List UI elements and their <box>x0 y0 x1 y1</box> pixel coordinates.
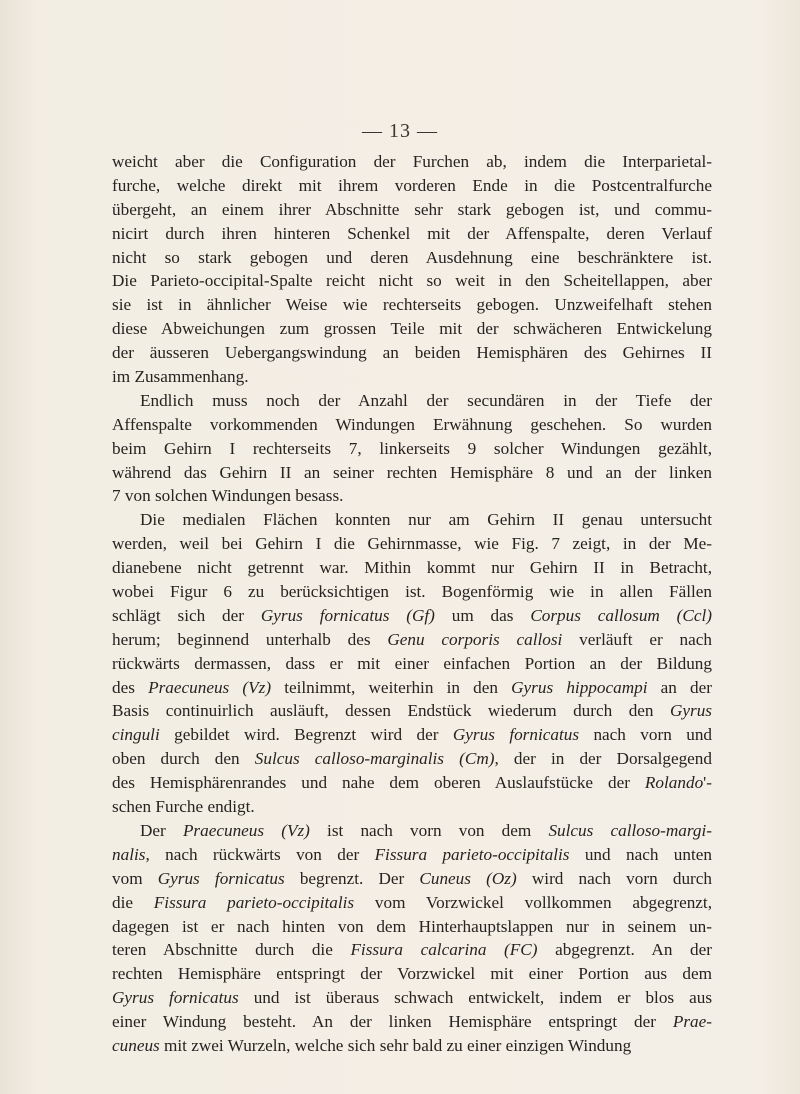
text-segment: Endlich muss noch der Anzahl der secundären in der Tiefe der <box>140 390 712 410</box>
text-line <box>112 891 712 915</box>
text-line <box>112 938 712 962</box>
text-segment: schlägt sich der <box>112 605 261 625</box>
text-line <box>112 341 712 365</box>
text-line <box>112 317 712 341</box>
text-segment: teren Abschnitte durch die <box>112 940 351 960</box>
body-text <box>112 150 712 1058</box>
text-segment: des Hemisphärenrandes und nahe dem oberen Auslaufstücke der <box>112 773 645 793</box>
text-segment: nach vorn und <box>579 725 713 745</box>
italic-term: Gyrus fornicatus <box>112 988 239 1008</box>
text-segment: wird nach vorn durch <box>516 868 712 888</box>
italic-term: Praecuneus (Vz) <box>182 820 310 840</box>
text-line <box>112 580 712 604</box>
italic-term: Cuneus (Oz) <box>419 868 517 888</box>
text-segment: gebildet wird. Begrenzt wird der <box>159 725 453 745</box>
text-segment: um das <box>434 605 531 625</box>
text-segment: diese Abweichungen zum grossen Teile mit der schwächeren Entwickelung <box>112 319 712 339</box>
text-line <box>112 508 712 532</box>
text-line <box>112 1034 712 1058</box>
text-line <box>112 699 712 723</box>
text-line <box>112 819 712 843</box>
italic-term: Sulcus calloso-margi- <box>548 820 712 840</box>
text-line <box>112 771 712 795</box>
text-segment: begrenzt. Der <box>284 868 420 888</box>
text-segment: nicirt durch ihren hinteren Schenkel mit der Affenspalte, deren Verlauf <box>112 223 712 243</box>
text-line <box>112 723 712 747</box>
text-line <box>112 198 712 222</box>
text-line <box>112 269 712 293</box>
text-line <box>112 795 712 819</box>
italic-term: Prae- <box>672 1012 712 1032</box>
text-segment: beim Gehirn I rechterseits 7, linkerseits 9 solcher Windungen gezählt, <box>112 438 712 458</box>
italic-term: Gyrus fornicatus <box>157 868 285 888</box>
text-segment: teilnimmt, weiterhin in den <box>271 677 512 697</box>
text-line <box>112 222 712 246</box>
italic-term: nalis <box>112 844 146 864</box>
italic-term: Fissura parieto-occipitalis <box>374 844 570 864</box>
text-segment: vom <box>112 868 158 888</box>
text-segment: herum; beginnend unterhalb des <box>112 629 388 649</box>
text-segment: werden, weil bei Gehirn I die Gehirnmasse, wie Fig. 7 zeigt, in der Me- <box>112 534 712 554</box>
italic-term: Gyrus hippocampi <box>511 677 648 697</box>
text-line <box>112 604 712 628</box>
text-segment: des <box>112 677 149 697</box>
text-line <box>112 986 712 1010</box>
italic-term: Genu corporis callosi <box>387 629 563 649</box>
text-segment: Die Parieto-occipital-Spalte reicht nicht so weit in den Scheitellappen, aber <box>112 271 712 291</box>
italic-term: Corpus callosum (Ccl) <box>530 605 712 625</box>
text-line <box>112 437 712 461</box>
text-segment: oben durch den <box>112 749 255 769</box>
text-line <box>112 246 712 270</box>
text-line <box>112 174 712 198</box>
text-segment: vom Vorzwickel vollkommen abgegrenzt, <box>354 892 713 912</box>
text-line <box>112 461 712 485</box>
text-segment: 7 von solchen Windungen besass. <box>112 486 344 506</box>
text-segment: Die medialen Flächen konnten nur am Gehirn II genau untersucht <box>140 510 712 530</box>
text-line <box>112 413 712 437</box>
page-number: — 13 — <box>362 120 438 142</box>
text-segment: übergeht, an einem ihrer Abschnitte sehr stark gebogen ist, und commu- <box>112 199 712 219</box>
text-segment: mit zwei Wurzeln, welche sich sehr bald zu einer einzigen Windung <box>159 1035 632 1055</box>
text-segment: und ist überaus schwach entwickelt, indem er blos aus <box>238 988 713 1008</box>
text-line <box>112 867 712 891</box>
text-line <box>112 915 712 939</box>
text-segment: nicht so stark gebogen und deren Ausdehnung eine beschränktere ist. <box>112 247 712 267</box>
text-segment: furche, welche direkt mit ihrem vorderen Ende in die Postcentralfurche <box>112 175 712 195</box>
italic-term: Fissura parieto-occipitalis <box>153 892 355 912</box>
text-segment: an der <box>647 677 712 697</box>
text-line <box>112 484 712 508</box>
text-segment: sie ist in ähnlicher Weise wie rechterseits gebogen. Unzweifelhaft stehen <box>112 295 712 315</box>
text-line <box>112 365 712 389</box>
text-segment: weicht aber die Configuration der Furchen ab, indem die Interparietal- <box>112 152 712 171</box>
italic-term: Fissura calcarina (FC) <box>350 940 538 960</box>
text-line <box>112 293 712 317</box>
text-line <box>112 843 712 867</box>
text-segment: verläuft er nach <box>562 629 712 649</box>
text-segment: , der in der Dorsalgegend <box>494 749 712 769</box>
text-segment: , nach rückwärts von der <box>145 844 375 864</box>
text-segment: ist nach vorn von dem <box>309 820 549 840</box>
text-segment: dianebene nicht getrennt war. Mithin kommt nur Gehirn II in Betracht, <box>112 558 712 578</box>
text-line <box>112 1010 712 1034</box>
text-segment: Der <box>140 820 183 840</box>
italic-term: Rolando <box>644 773 704 793</box>
text-segment: die <box>112 892 154 912</box>
text-line <box>112 628 712 652</box>
italic-term: Gyrus <box>669 701 712 721</box>
text-segment: Basis continuirlich ausläuft, dessen Endstück wiederum durch den <box>112 701 670 721</box>
text-segment: im Zusammenhang. <box>112 367 249 387</box>
italic-term: cinguli <box>112 725 160 745</box>
text-segment: schen Furche endigt. <box>112 797 255 817</box>
text-segment: einer Windung besteht. An der linken Hemisphäre entspringt der <box>112 1012 673 1032</box>
text-segment: dagegen ist er nach hinten von dem Hinterhauptslappen nur in seinem un- <box>112 916 712 936</box>
text-segment: abgegrenzt. An der <box>537 940 712 960</box>
text-segment: Affenspalte vorkommenden Windungen Erwähnung geschehen. So wurden <box>112 414 712 434</box>
text-line <box>112 676 712 700</box>
text-segment: der äusseren Uebergangswindung an beiden Hemisphären des Gehirnes II <box>112 343 712 363</box>
italic-term: Praecuneus (Vz) <box>148 677 272 697</box>
italic-term: Gyrus fornicatus <box>452 725 580 745</box>
italic-term: cuneus <box>112 1035 160 1055</box>
text-segment: '- <box>703 773 712 793</box>
text-line <box>112 556 712 580</box>
italic-term: Sulcus calloso-marginalis (Cm) <box>254 749 495 769</box>
text-line <box>112 389 712 413</box>
text-line <box>112 962 712 986</box>
text-segment: wobei Figur 6 zu berücksichtigen ist. Bogenförmig wie in allen Fällen <box>112 582 712 602</box>
italic-term: Gyrus fornicatus (Gf) <box>260 605 435 625</box>
text-segment: während das Gehirn II an seiner rechten Hemisphäre 8 und an der linken <box>112 462 712 482</box>
text-segment: und nach unten <box>569 844 712 864</box>
text-line <box>112 652 712 676</box>
text-segment: rückwärts dermassen, dass er mit einer einfachen Portion an der Bildung <box>112 653 712 673</box>
text-line <box>112 532 712 556</box>
text-segment: rechten Hemisphäre entspringt der Vorzwickel mit einer Portion aus dem <box>112 964 712 984</box>
text-line <box>112 150 712 174</box>
text-line <box>112 747 712 771</box>
